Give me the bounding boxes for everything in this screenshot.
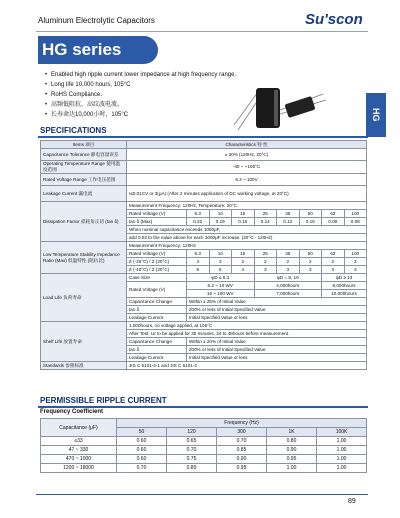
ratio-cell: 3: [209, 258, 232, 266]
case-size-label: Case Size: [127, 274, 187, 282]
load-tan-label: tan δ: [127, 306, 187, 314]
cap-range-cell: 47 ~ 330: [41, 446, 117, 455]
voltage-band: 6.3 ~ 10 WV: [187, 282, 255, 290]
case-size-cell: φD ≤ 6.3: [187, 274, 255, 282]
series-title: HG series: [38, 36, 158, 64]
leakage-current-value: I≤0.01CV or 3(μA) (After 2 minutes application of DC working voltage, at 20°C): [127, 186, 367, 202]
voltage-cell: 63: [322, 210, 345, 218]
feature-item: • Long life 10,000 hours, 105°C: [45, 80, 236, 90]
hours-cell: 4,000hours: [254, 282, 322, 290]
dissipation-factor-label: Dissipation Factor 损耗角正切 (tan δ): [41, 202, 127, 242]
case-size-cell: φD ≥ 13: [322, 274, 367, 282]
case-size-cell: φD = 8, 10: [254, 274, 322, 282]
ratio-cell: 3: [344, 266, 367, 274]
voltage-band: 16 ~ 100 WV: [187, 290, 255, 298]
leakage-current-label: Leakage Current 漏电流: [41, 186, 127, 202]
coef-cell: 0.60: [117, 437, 167, 446]
voltage-cell: 35: [277, 210, 300, 218]
coef-cell: 0.80: [167, 464, 217, 473]
table-row: [41, 455, 367, 464]
low-temp-label: Low Temperature Stability Impedance Ratio (Max) 低温特性 (阻抗比): [41, 242, 127, 274]
ratio-cell: 4: [232, 266, 255, 274]
shelf-leak-value: Initial Specified Value or less: [187, 354, 367, 362]
tan-cell: 0.19: [209, 218, 232, 226]
frequency-coefficient-title: Frequency Coefficient: [40, 409, 104, 415]
header-divider: [36, 31, 368, 32]
voltage-cell: 6.3: [187, 250, 210, 258]
tan-delta-label: tan δ (Max): [127, 218, 187, 226]
cap-tolerance-label: Capacitance Tolerance 静电容量误差: [41, 149, 127, 161]
shelf-tan-label: tan δ: [127, 346, 187, 354]
hours-cell: 7,000hours: [254, 290, 322, 298]
freq-cell: 1K: [267, 428, 317, 437]
coef-cell: 1.00: [267, 464, 317, 473]
df-note-2: add 0.02 to the value above for each 1000μF increase. (20°C · 120Hz): [127, 234, 367, 242]
shelf-cap-change-value: Within ± 20% of Initial Value: [187, 338, 367, 346]
tan-cell: 0.16: [232, 218, 255, 226]
ripple-bar: [38, 406, 368, 408]
lt-rated-voltage-label: Rated Voltage (V): [127, 250, 187, 258]
freq-cell: 50: [117, 428, 167, 437]
df-frequency: Measurement Frequency: 120Hz, Temperature: 20°C: [127, 202, 367, 210]
hours-cell: 8,000hours: [322, 282, 367, 290]
coef-cell: 1.00: [317, 437, 367, 446]
temp-range-label: Operating Temperature Range 使用温度范围: [41, 161, 127, 174]
feature-list: [45, 70, 236, 120]
frequency-header: Frequency (Hz): [117, 419, 367, 428]
feature-item: • 高频低阻抗，高纹波电流。: [45, 100, 236, 110]
voltage-cell: 10: [209, 250, 232, 258]
shelf-life-label: Shelf Life 放置寿命: [41, 322, 127, 362]
coef-cell: 0.70: [167, 446, 217, 455]
ripple-heading: PERMISSIBLE RIPPLE CURRENT: [40, 396, 167, 405]
ratio-cell: 3: [322, 266, 345, 274]
ratio-cell: 2: [254, 258, 277, 266]
ratio-cell: 2: [322, 258, 345, 266]
coef-cell: 0.70: [117, 464, 167, 473]
ratio-cell: 6: [209, 266, 232, 274]
coef-cell: 0.95: [267, 455, 317, 464]
load-leak-value: Initial Specified Value or less: [187, 314, 367, 322]
voltage-cell: 6.3: [187, 210, 210, 218]
characteristics-header: Characteristics 特 性: [127, 141, 367, 149]
table-row: [41, 446, 367, 455]
capacitor-product-image: [228, 80, 328, 140]
shelf-tan-value: 200% or less of Initial Specified Value: [187, 346, 367, 354]
lt-ratio2-label: Z (-40°C) / Z (20°C): [127, 266, 187, 274]
df-rated-voltage-label: Rated Voltage (V): [127, 210, 187, 218]
coef-cell: 1.00: [317, 455, 367, 464]
ratio-cell: 2: [299, 258, 322, 266]
tan-cell: 0.14: [254, 218, 277, 226]
ratio-cell: 8: [187, 266, 210, 274]
cap-range-cell: 1200 ~ 18000: [41, 464, 117, 473]
specifications-table: [40, 140, 367, 370]
voltage-cell: 16: [232, 250, 255, 258]
ratio-cell: 3: [277, 266, 300, 274]
coef-cell: 0.95: [217, 464, 267, 473]
coef-cell: 0.75: [167, 455, 217, 464]
feature-item: • 长寿命达10,000小时，105°C: [45, 110, 236, 120]
voltage-cell: 25: [254, 210, 277, 218]
coef-cell: 1.00: [317, 464, 367, 473]
tan-cell: 0.12: [277, 218, 300, 226]
coef-cell: 0.60: [117, 455, 167, 464]
coef-cell: 1.00: [317, 446, 367, 455]
coef-cell: 0.90: [217, 455, 267, 464]
ratio-cell: 2: [344, 258, 367, 266]
voltage-range-value: 6.3 ~ 100V: [127, 174, 367, 186]
ratio-cell: 4: [187, 258, 210, 266]
voltage-range-label: Rated Voltage Range 工作电压范围: [41, 174, 127, 186]
specifications-bar: [38, 136, 368, 138]
load-rated-voltage-label: Rated Voltage (V): [127, 282, 187, 298]
voltage-cell: 50: [299, 210, 322, 218]
table-header-row: [41, 141, 367, 149]
freq-cell: 300: [217, 428, 267, 437]
shelf-note-1: 1,000hours, no voltage applied, at 105°C: [127, 322, 367, 330]
voltage-cell: 100: [344, 210, 367, 218]
voltage-cell: 35: [277, 250, 300, 258]
coef-cell: 0.80: [267, 437, 317, 446]
feature-item: • RoHS Compliance.: [45, 90, 236, 100]
coef-cell: 0.70: [217, 437, 267, 446]
load-life-label: Load Life 负荷寿命: [41, 274, 127, 322]
lt-ratio1-label: Z (-25°C) / Z (20°C): [127, 258, 187, 266]
tan-cell: 0.08: [344, 218, 367, 226]
shelf-cap-change-label: Capacitance Change: [127, 338, 187, 346]
shelf-leak-label: Leakage Current: [127, 354, 187, 362]
freq-cell: 100K: [317, 428, 367, 437]
tan-cell: 0.09: [322, 218, 345, 226]
items-header: Items 项目: [41, 141, 127, 149]
table-row: [41, 437, 367, 446]
tan-cell: 0.22: [187, 218, 210, 226]
voltage-cell: 25: [254, 250, 277, 258]
catalog-title: Aluminum Electrolytic Capacitors: [38, 16, 155, 25]
voltage-cell: 16: [232, 210, 255, 218]
ripple-table: [40, 418, 367, 473]
voltage-cell: 10: [209, 210, 232, 218]
cap-range-cell: 470 ~ 1000: [41, 455, 117, 464]
freq-cell: 120: [167, 428, 217, 437]
load-tan-value: 200% or less of Initial Specified Value: [187, 306, 367, 314]
load-cap-change-value: Within ± 25% of Initial Value: [187, 298, 367, 306]
tan-cell: 0.10: [299, 218, 322, 226]
coef-cell: 0.65: [167, 437, 217, 446]
coef-cell: 0.85: [217, 446, 267, 455]
ratio-cell: 3: [254, 266, 277, 274]
table-row: [41, 464, 367, 473]
voltage-cell: 63: [322, 250, 345, 258]
standards-label: Standards 参照标准: [41, 362, 127, 370]
footer-divider: [36, 494, 368, 495]
coef-cell: 0.90: [267, 446, 317, 455]
feature-item: • Enabled high ripple current lower impedance at high frequency range.: [45, 70, 236, 80]
capacitance-header: Capacitance (μF): [41, 419, 117, 437]
shelf-note-2: After Test: Ur to be applied for 30 minutes, 24 to 48hours before measurement.: [127, 330, 367, 338]
ratio-cell: 2: [232, 258, 255, 266]
series-side-tab: HG: [366, 93, 386, 137]
page-number: 89: [348, 498, 356, 505]
load-leak-label: Leakage Current: [127, 314, 187, 322]
cap-tolerance-value: ± 20% (120Hz, 20°C): [127, 149, 367, 161]
brand-logo: Su'scon: [305, 11, 363, 28]
lt-frequency: Measurement Frequency: 120Hz: [127, 242, 367, 250]
coef-cell: 0.60: [117, 446, 167, 455]
hours-cell: 10,000hours: [322, 290, 367, 298]
ratio-cell: 3: [299, 266, 322, 274]
load-cap-change-label: Capacitance Change: [127, 298, 187, 306]
voltage-cell: 100: [344, 250, 367, 258]
cap-range-cell: ≤33: [41, 437, 117, 446]
voltage-cell: 50: [299, 250, 322, 258]
temp-range-value: -40 ~ +105°C: [127, 161, 367, 174]
standards-value: JIS C 5101-4-1 and JIS C 5101-2: [127, 362, 367, 370]
ratio-cell: 2: [277, 258, 300, 266]
specifications-heading: SPECIFICATIONS: [40, 126, 107, 135]
df-note-1: When nominal capacitance exceeds 1000μF,: [127, 226, 367, 234]
